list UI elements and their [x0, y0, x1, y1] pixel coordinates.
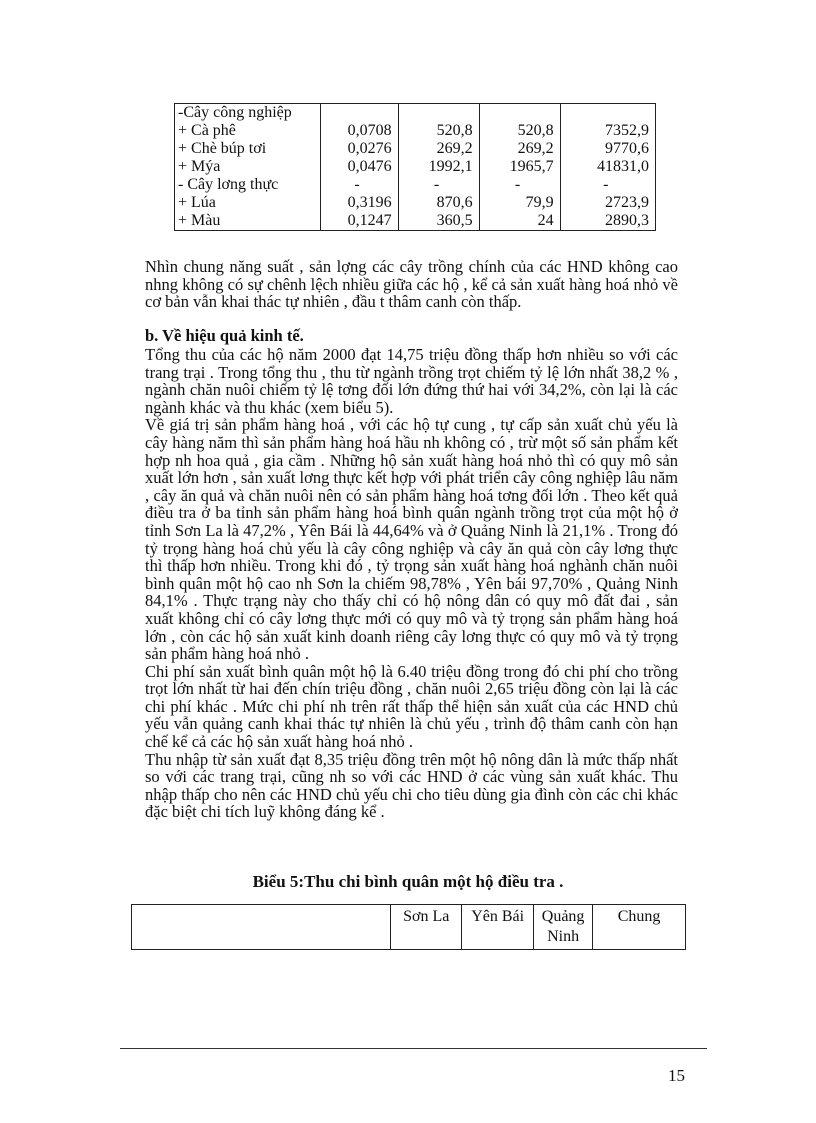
crop-value-cell: 2723,9 [560, 194, 655, 212]
table-caption: Biểu 5:Thu chi bình quân một hộ điều tra . [252, 872, 564, 891]
crop-area-cell: 0,1247 [320, 212, 398, 231]
crop-area-cell: 0,3196 [320, 194, 398, 212]
crop-row [175, 176, 656, 194]
crop-row [175, 158, 656, 176]
footer-divider [120, 1048, 707, 1049]
crop-output-cell: 269,2 [479, 140, 560, 158]
crop-value-cell: 41831,0 [560, 158, 655, 176]
paragraph-revenue: Tổng thu của các hộ năm 2000 đạt 14,75 triệu đồng thấp hơn nhiều so với các trang trại . Trong tổng thu , thu từ ngành trồng trọt chiếm tỷ lệ lớn nhất 38,2 % , ngành chăn nuôi chiếm tỷ lệ tơng đối lớn đứng thứ hai với 34,2%, còn lại là các ngành khác và thu khác (xem biểu 5). [145, 345, 678, 417]
paragraph-costs: Chi phí sản xuất bình quân một hộ là 6.40 triệu đồng trong đó chi phí cho trồng trọt lớn nhất từ hai đến chín triệu đồng , chăn nuôi 2,65 triệu đồng còn lại là các chi phí khác . Mức chi phí nh trên rất thấp thể hiện sản xuất của các HND chủ yếu vẫn quảng canh khai thác tự nhiên là chủ yếu , trình độ thâm canh còn hạn chế kể cả các hộ sản xuất hàng hoá nhỏ . [145, 661, 678, 752]
summary-header-son-la: Sơn La [391, 905, 462, 950]
crop-name-cell: + Màu [175, 212, 321, 231]
crop-output-cell [479, 104, 560, 123]
summary-header-yen-bai: Yên Bái [462, 905, 534, 950]
paragraph-commodity: Về giá trị sản phẩm hàng hoá , với các hộ tự cung , tự cấp sản xuất chủ yếu là cây hàng năm thì sản phẩm hàng hoá hầu nh không có , trừ một số sản phẩm kết hợp nh hoa quả , gia cầm . Những hộ sản xuất hàng hoá nhỏ thì có quy mô sản xuất lớn hơn , sản xuất lơng thực kết hợp với phát triển cây công nghiệp lâu năm , cây ăn quả và chăn nuôi nên có sản phẩm hàng hoá tơng đối lớn . Theo kết quả điều tra ở ba tỉnh sản phẩm hàng hoá bình quân ngành trồng trọt của một hộ ở tỉnh Sơn La là 47,2% , Yên Bái là 44,64% và ở Quảng Ninh là 21,1% . Trong đó tỷ trọng hàng hoá chủ yếu là cây công nghiệp và cây ăn quả còn cây lơng thực thì thấp hơn nhiều. Trong khi đó , tỷ trọng sản xuất hàng hoá nghành chăn nuôi bình quân một hộ cao nh Sơn la chiếm 98,78% , Yên bái 97,70% , Quảng Ninh 84,1% . Thực trạng này cho thấy chỉ có hộ nông dân có quy mô đất đai , sản xuất không chỉ có cây lơng thực mới có quy mô và tỷ trọng sản phẩm hàng hoá lớn , còn các hộ sản xuất kinh doanh riêng cây lơng thực có quy mô và tỷ trọng sản phẩm hàng hoá nhỏ . [145, 415, 678, 664]
crop-area-cell [320, 104, 398, 123]
crop-name-cell: + Lúa [175, 194, 321, 212]
summary-table [131, 904, 686, 950]
crop-yield-cell: 520,8 [398, 122, 479, 140]
body-paragraphs [145, 346, 678, 821]
crop-value-cell: - [560, 176, 655, 194]
crop-row [175, 122, 656, 140]
crop-row [175, 104, 656, 123]
crop-yield-cell [398, 104, 479, 123]
crop-name-cell: - Cây lơng thực [175, 176, 321, 194]
summary-header-blank [132, 905, 391, 950]
crop-output-cell: 520,8 [479, 122, 560, 140]
crop-name-cell: + Mýa [175, 158, 321, 176]
crop-yield-cell: 1992,1 [398, 158, 479, 176]
crop-area-cell: 0,0708 [320, 122, 398, 140]
crop-yield-cell: 870,6 [398, 194, 479, 212]
crop-name-cell: -Cây công nghiệp [175, 104, 321, 123]
crop-yield-table [174, 103, 656, 231]
intro-paragraph [145, 258, 678, 311]
crop-row [175, 194, 656, 212]
crop-area-cell: 0,0276 [320, 140, 398, 158]
summary-header-quang-ninh: Quảng Ninh [534, 905, 593, 950]
crop-name-cell: + Chè búp tơi [175, 140, 321, 158]
crop-value-cell: 7352,9 [560, 122, 655, 140]
crop-value-cell: 2890,3 [560, 212, 655, 231]
crop-output-cell: 24 [479, 212, 560, 231]
crop-yield-cell: - [398, 176, 479, 194]
page-number: 15 [668, 1066, 685, 1085]
crop-value-cell [560, 104, 655, 123]
crop-yield-cell: 360,5 [398, 212, 479, 231]
paragraph-income: Thu nhập từ sản xuất đạt 8,35 triệu đồng trên một hộ nông dân là mức thấp nhất so với các trang trại, cũng nh so với các HND ở các vùng sản xuất khác. Thu nhập thấp cho nên các HND chủ yếu chi cho tiêu dùng gia đình còn các chi khác đặc biệt chi tích luỹ không đáng kể . [145, 749, 678, 822]
crop-row [175, 140, 656, 158]
crop-area-cell: - [320, 176, 398, 194]
summary-header-row [132, 905, 686, 950]
crop-area-cell: 0,0476 [320, 158, 398, 176]
crop-name-cell: + Cà phê [175, 122, 321, 140]
crop-output-cell: 79,9 [479, 194, 560, 212]
crop-output-cell: 1965,7 [479, 158, 560, 176]
intro-text: Nhìn chung năng suất , sản lợng các cây trồng chính của các HND không cao nhng không có sự chênh lệch nhiều giữa các hộ , kể cả sản xuất hàng hoá nhỏ về cơ bản vẫn khai thác tự nhiên , đầu t thâm canh còn thấp. [145, 257, 678, 312]
crop-yield-cell: 269,2 [398, 140, 479, 158]
summary-header-chung: Chung [593, 905, 686, 950]
crop-output-cell: - [479, 176, 560, 194]
crop-value-cell: 9770,6 [560, 140, 655, 158]
crop-row [175, 212, 656, 231]
section-heading: b. Về hiệu quả kinh tế. [145, 326, 304, 345]
